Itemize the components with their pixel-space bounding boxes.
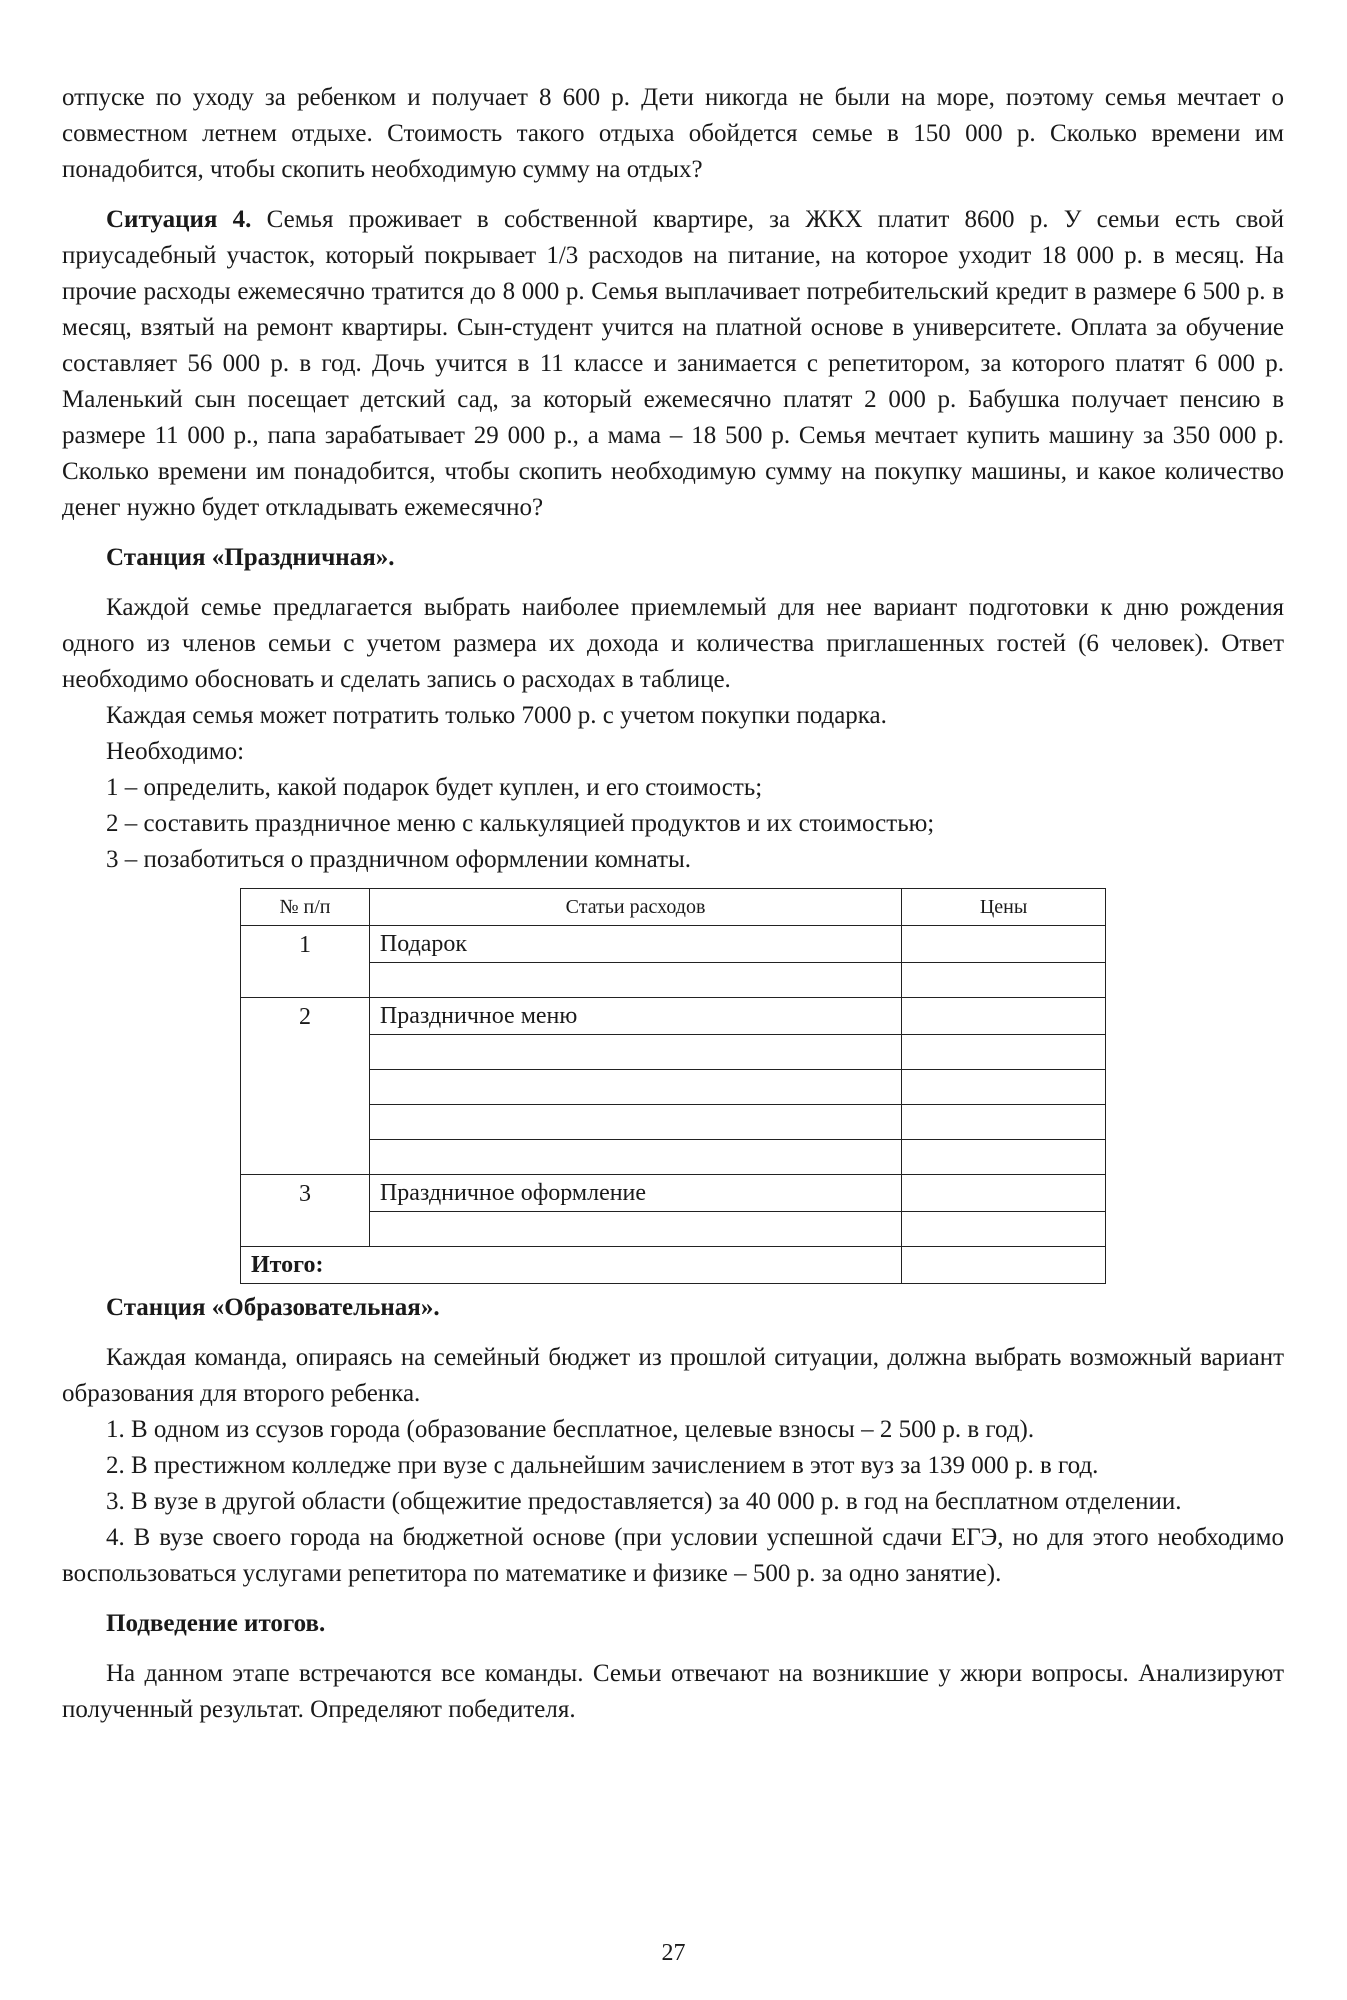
- price-cell: [902, 1070, 1106, 1105]
- situation-4-paragraph: [62, 202, 1284, 526]
- price-cell: [902, 1035, 1106, 1070]
- holiday-station-heading: Станция «Праздничная».: [106, 544, 395, 571]
- education-paragraph: Каждая команда, опираясь на семейный бюджет из прошлой ситуации, должна выбрать возможный вариант образования для второго ребенка.: [62, 1344, 1284, 1407]
- row-number-1: 1: [241, 926, 370, 998]
- header-price: Цены: [902, 889, 1106, 926]
- price-cell: [902, 998, 1106, 1035]
- price-cell: [902, 1212, 1106, 1247]
- situation-4-text: Семья проживает в собственной квартире, за ЖКХ платит 8600 р. У семьи есть свой приусадебный участок, который покрывает 1/3 расходов на питание, на которое уходит 18 000 р. в месяц. На прочие расходы ежемесячно тратится до 8 000 р. Семья выплачивает потребительский кредит в размере 6 500 р. в месяц, взятый на ремонт квартиры. Сын-студент учится на платной основе в университете. Оплата за обучение составляет 56 000 р. в год. Дочь учится в 11 классе и занимается с репетитором, за которого платят 6 000 р. Маленький сын посещает детский сад, за который ежемесячно платят 2 000 р. Бабушка получает пенсию в размере 11 000 р., папа зарабатывает 29 000 р., а мама – 18 500 р. Семья мечтает купить машину за 350 000 р. Сколько времени им понадобится, чтобы скопить необходимую сумму на покупку машины, и какое количество денег нужно будет откладывать ежемесячно?: [62, 206, 1284, 521]
- header-expense-item: Статьи расходов: [369, 889, 901, 926]
- expense-item-blank: [369, 1140, 901, 1175]
- page-content: [62, 80, 1284, 1728]
- table-row: [241, 926, 1106, 963]
- expenses-table: [240, 888, 1106, 1284]
- price-cell: [902, 1105, 1106, 1140]
- header-number: № п/п: [241, 889, 370, 926]
- holiday-paragraph-2: Каждая семья может потратить только 7000 р. с учетом покупки подарка.: [106, 702, 887, 729]
- holiday-paragraph-1: Каждой семье предлагается выбрать наиболее приемлемый для нее вариант подготовки к дню рождения одного из членов семьи с учетом размера их дохода и количества приглашенных гостей (6 человек). Ответ необходимо обосновать и сделать запись о расходах в таблице.: [62, 594, 1284, 693]
- holiday-step-2: 2 – составить праздничное меню с калькуляцией продуктов и их стоимостью;: [106, 810, 935, 837]
- summary-paragraph: На данном этапе встречаются все команды. Семьи отвечают на возникшие у жюри вопросы. Анализируют полученный результат. Определяют победителя.: [62, 1660, 1284, 1723]
- price-cell: [902, 963, 1106, 998]
- expense-item-blank: [369, 1035, 901, 1070]
- table-row: [241, 1175, 1106, 1212]
- page-number: 27: [661, 1940, 686, 1966]
- holiday-paragraph-3: Необходимо:: [106, 738, 245, 765]
- expense-item-decoration: Праздничное оформление: [369, 1175, 901, 1212]
- price-cell: [902, 1140, 1106, 1175]
- expense-item-blank: [369, 963, 901, 998]
- table-total-row: [241, 1247, 1106, 1284]
- holiday-step-1: 1 – определить, какой подарок будет куплен, и его стоимость;: [106, 774, 763, 801]
- row-number-3: 3: [241, 1175, 370, 1247]
- expense-item-blank: [369, 1105, 901, 1140]
- table-row: [241, 1070, 1106, 1105]
- total-label: Итого:: [241, 1247, 902, 1284]
- education-option-2: 2. В престижном колледже при вузе с дальнейшим зачислением в этот вуз за 139 000 р. в год.: [106, 1452, 1099, 1479]
- holiday-step-3: 3 – позаботиться о праздничном оформлении комнаты.: [106, 846, 692, 873]
- expense-item-gift: Подарок: [369, 926, 901, 963]
- education-option-3: 3. В вузе в другой области (общежитие предоставляется) за 40 000 р. в год на бесплатном отделении.: [106, 1488, 1182, 1515]
- expense-item-blank: [369, 1212, 901, 1247]
- price-cell: [902, 926, 1106, 963]
- table-row: [241, 1105, 1106, 1140]
- summary-heading: Подведение итогов.: [106, 1610, 326, 1637]
- situation-4-label: Ситуация 4.: [106, 206, 252, 233]
- table-row: [241, 1140, 1106, 1175]
- row-number-2: 2: [241, 998, 370, 1175]
- table-header-row: [241, 889, 1106, 926]
- education-option-1: 1. В одном из ссузов города (образование бесплатное, целевые взносы – 2 500 р. в год).: [106, 1416, 1035, 1443]
- intro-paragraph: отпуске по уходу за ребенком и получает 8 600 р. Дети никогда не были на море, поэтому семья мечтает о совместном летнем отдыхе. Стоимость такого отдыха обойдется семье в 150 000 р. Сколько времени им понадобится, чтобы скопить необходимую сумму на отдых?: [62, 84, 1284, 183]
- expense-item-blank: [369, 1070, 901, 1105]
- table-row: [241, 1035, 1106, 1070]
- expense-item-menu: Праздничное меню: [369, 998, 901, 1035]
- price-cell: [902, 1175, 1106, 1212]
- table-row: [241, 963, 1106, 998]
- education-station-heading: Станция «Образовательная».: [106, 1294, 440, 1321]
- total-price-cell: [902, 1247, 1106, 1284]
- table-row: [241, 998, 1106, 1035]
- table-row: [241, 1212, 1106, 1247]
- education-option-4: 4. В вузе своего города на бюджетной основе (при условии успешной сдачи ЕГЭ, но для этого необходимо воспользоваться услугами репетитора по математике и физике – 500 р. за одно занятие).: [62, 1524, 1284, 1587]
